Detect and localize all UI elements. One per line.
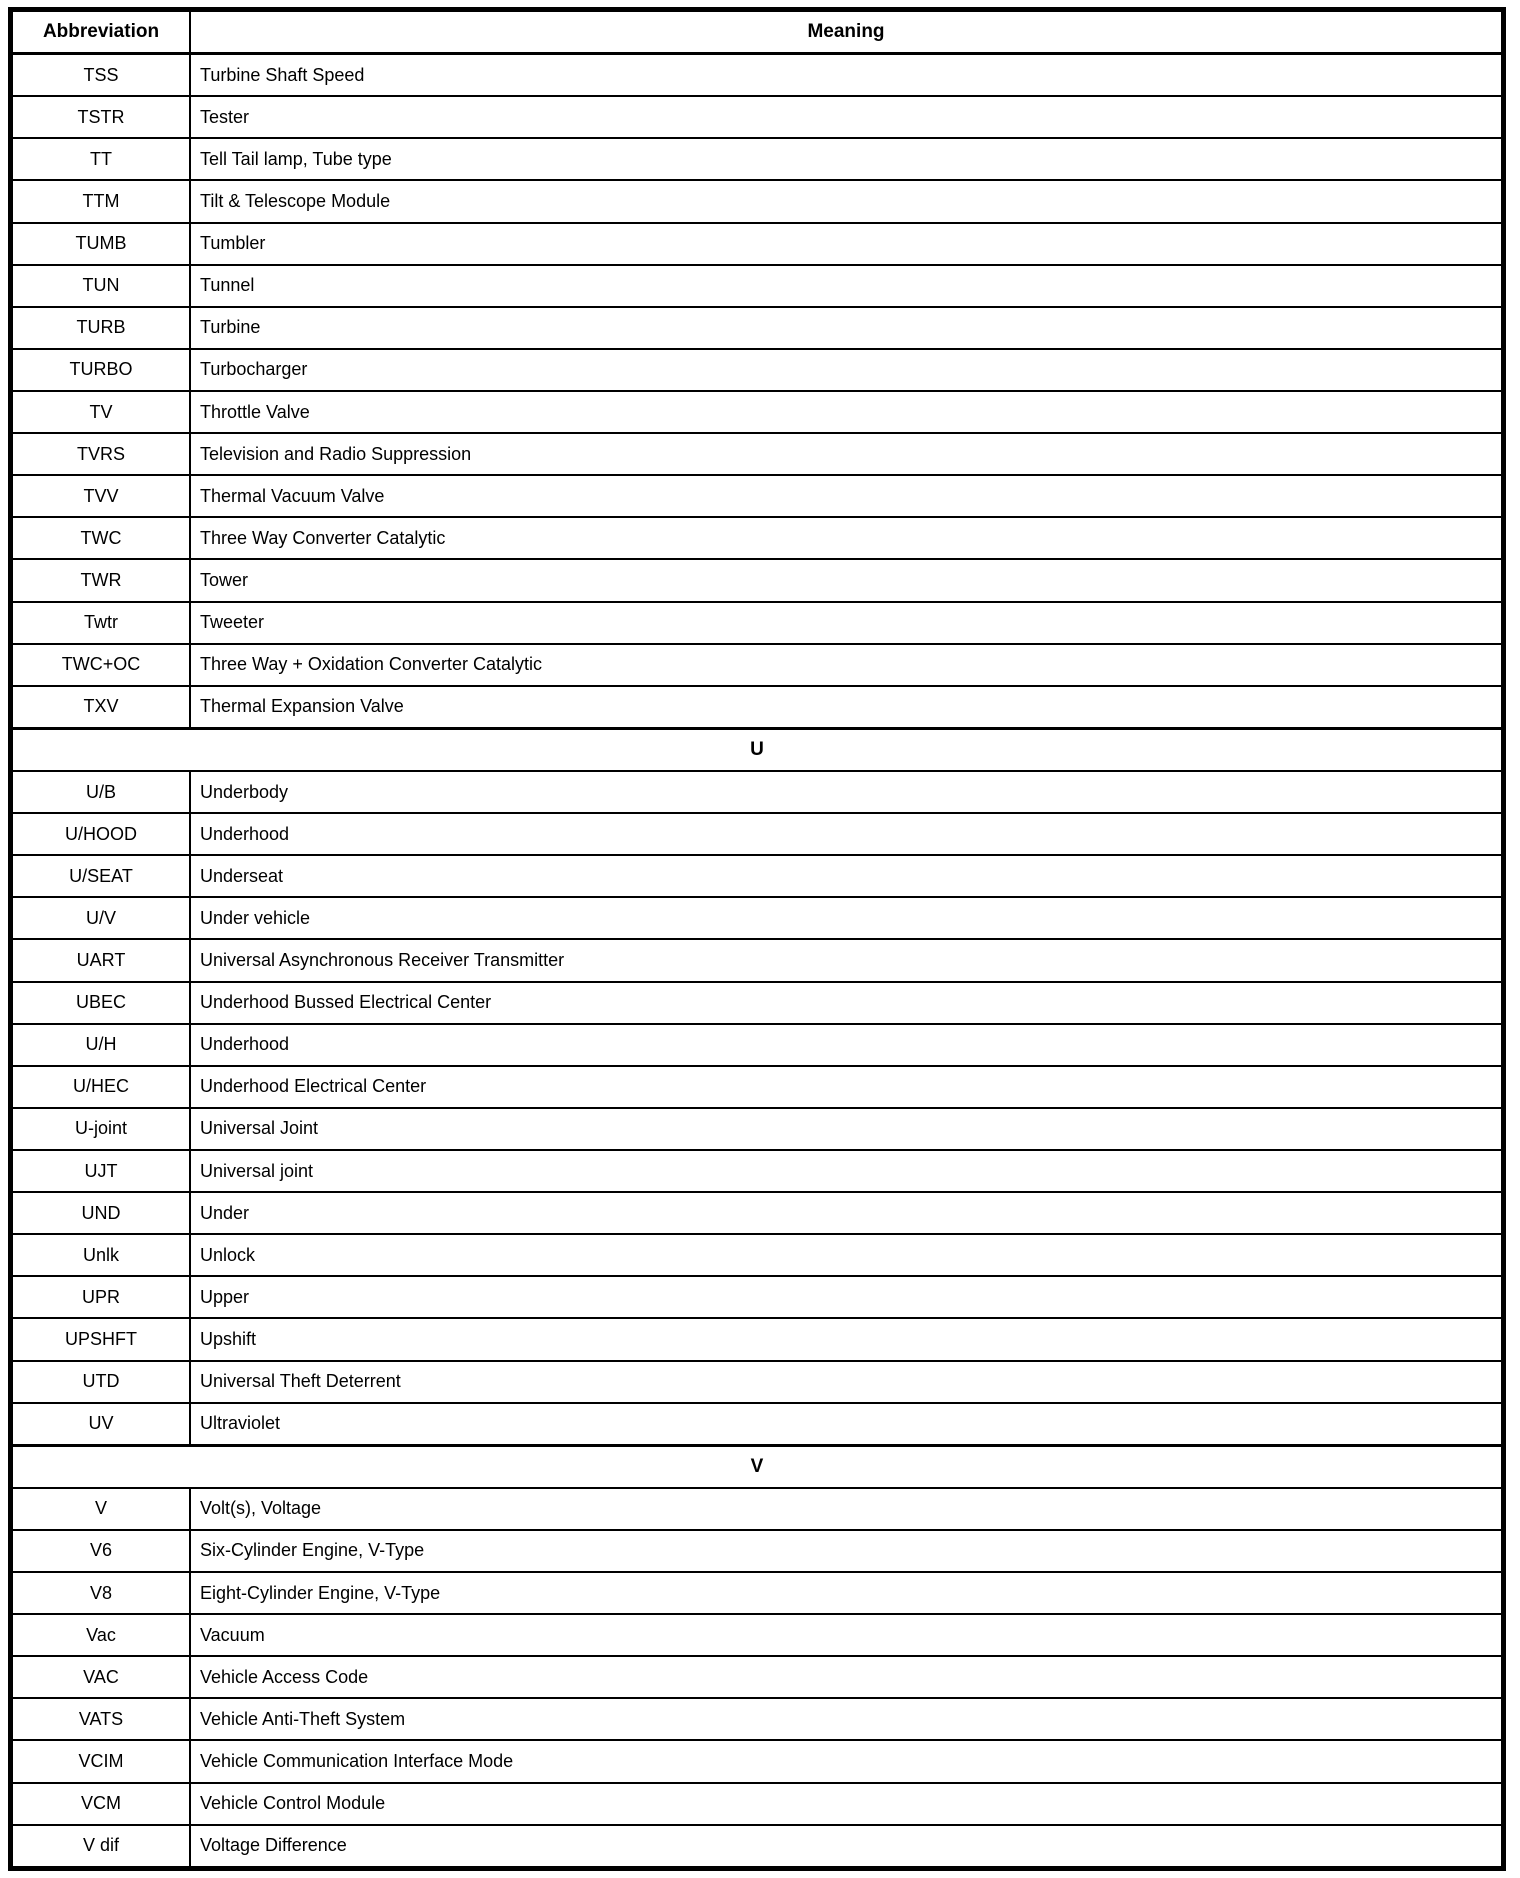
abbreviation-cell: TWC [13,518,191,558]
table-row [13,516,1501,558]
meaning-cell: Ultraviolet [200,1413,281,1434]
abbreviation-cell: VCIM [13,1741,191,1781]
table-row [13,1191,1501,1233]
meaning-cell: Underhood [200,823,290,844]
meaning-cell: Universal Joint [200,1118,319,1139]
abbreviation-cell: TURB [13,308,191,348]
abbreviation-cell: VATS [13,1699,191,1739]
meaning-cell: Turbocharger [200,359,308,380]
table-row [13,981,1501,1023]
table-row [13,1275,1501,1317]
abbreviation-cell: VCM [13,1784,191,1824]
abbreviation-cell: V dif [13,1826,191,1866]
table-row [13,95,1501,137]
section-letter: U [750,738,764,760]
abbreviation-cell: UPR [13,1277,191,1317]
table-row [13,938,1501,980]
meaning-cell: Six-Cylinder Engine, V-Type [200,1540,425,1561]
table-row [13,390,1501,432]
table-header-row [13,12,1501,52]
meaning-cell: Tunnel [200,275,255,296]
abbreviation-cell: TSS [13,55,191,95]
abbreviation-cell: TTM [13,181,191,221]
meaning-cell: Three Way Converter Catalytic [200,527,446,548]
abbreviation-cell: TURBO [13,350,191,390]
table-row [13,1317,1501,1359]
meaning-cell: Eight-Cylinder Engine, V-Type [200,1582,441,1603]
meaning-cell: Vehicle Access Code [200,1666,369,1687]
table-row [13,812,1501,854]
abbreviation-cell: TSTR [13,97,191,137]
table-row [13,643,1501,685]
abbreviation-cell: UTD [13,1362,191,1402]
abbreviation-cell: TWR [13,560,191,600]
column-header-meaning: Meaning [807,21,885,43]
abbreviation-cell: U/HEC [13,1067,191,1107]
table-row [13,137,1501,179]
table-row [13,1107,1501,1149]
meaning-cell: Volt(s), Voltage [200,1498,322,1519]
table-row [13,306,1501,348]
table-row [13,1023,1501,1065]
abbreviation-cell: V6 [13,1531,191,1571]
table-row [13,1739,1501,1781]
meaning-cell: Turbine Shaft Speed [200,64,365,85]
table-row [13,264,1501,306]
meaning-cell: Tweeter [200,612,265,633]
meaning-cell: Upshift [200,1328,257,1349]
table-row [13,685,1501,727]
meaning-cell: Throttle Valve [200,401,310,422]
abbreviation-cell: Vac [13,1615,191,1655]
abbreviation-table [8,7,1506,1871]
abbreviation-cell: TXV [13,687,191,727]
abbreviation-cell: TUN [13,266,191,306]
table-row [13,222,1501,264]
section-header-row [13,727,1501,770]
abbreviation-cell: UND [13,1193,191,1233]
meaning-cell: Underhood Electrical Center [200,1076,427,1097]
meaning-cell: Vacuum [200,1624,265,1645]
meaning-cell: Under [200,1202,250,1223]
table-row [13,348,1501,390]
table-row [13,1782,1501,1824]
section-letter: V [750,1455,764,1477]
table-row [13,1824,1501,1866]
abbreviation-cell: TT [13,139,191,179]
abbreviation-cell: TVV [13,476,191,516]
table-row [13,1655,1501,1697]
table-row [13,1402,1501,1444]
meaning-cell: Universal joint [200,1160,314,1181]
meaning-cell: Tilt & Telescope Module [200,190,391,211]
meaning-cell: Vehicle Communication Interface Mode [200,1751,514,1772]
table-row [13,558,1501,600]
abbreviation-cell: UPSHFT [13,1319,191,1359]
meaning-cell: Vehicle Anti-Theft System [200,1708,406,1729]
table-row [13,1613,1501,1655]
meaning-cell: Underseat [200,865,284,886]
meaning-cell: Underhood [200,1034,290,1055]
meaning-cell: Turbine [200,317,261,338]
abbreviation-cell: UART [13,940,191,980]
abbreviation-cell: V8 [13,1573,191,1613]
abbreviation-cell: UBEC [13,983,191,1023]
abbreviation-cell: Twtr [13,603,191,643]
meaning-cell: Tower [200,569,249,590]
abbreviation-cell: U-joint [13,1109,191,1149]
meaning-cell: Underhood Bussed Electrical Center [200,992,492,1013]
abbreviation-cell: TUMB [13,224,191,264]
abbreviation-cell: TVRS [13,434,191,474]
section-header-row [13,1444,1501,1487]
table-row [13,854,1501,896]
abbreviation-cell: Unlk [13,1235,191,1275]
abbreviation-cell: UV [13,1404,191,1444]
meaning-cell: Universal Theft Deterrent [200,1371,401,1392]
meaning-cell: Upper [200,1286,250,1307]
table-row [13,474,1501,516]
table-row [13,432,1501,474]
table-row [13,1149,1501,1191]
abbreviation-cell: U/SEAT [13,856,191,896]
abbreviation-cell: TWC+OC [13,645,191,685]
abbreviation-cell: U/H [13,1025,191,1065]
abbreviation-cell: UJT [13,1151,191,1191]
meaning-cell: Thermal Vacuum Valve [200,485,385,506]
abbreviation-cell: V [13,1489,191,1529]
meaning-cell: Voltage Difference [200,1835,347,1856]
meaning-cell: Tumbler [200,233,266,254]
table-row [13,1571,1501,1613]
table-row [13,601,1501,643]
abbreviation-cell: U/HOOD [13,814,191,854]
meaning-cell: Thermal Expansion Valve [200,696,404,717]
meaning-cell: Universal Asynchronous Receiver Transmitter [200,949,565,970]
abbreviation-cell: U/V [13,898,191,938]
table-row [13,896,1501,938]
meaning-cell: Tester [200,106,250,127]
meaning-cell: Under vehicle [200,907,311,928]
table-row [13,1487,1501,1529]
table-row [13,1529,1501,1571]
table-row [13,1233,1501,1275]
abbreviation-cell: VAC [13,1657,191,1697]
table-row [13,1360,1501,1402]
meaning-cell: Television and Radio Suppression [200,443,472,464]
meaning-cell: Tell Tail lamp, Tube type [200,148,392,169]
table-row [13,1065,1501,1107]
meaning-cell: Unlock [200,1244,256,1265]
table-row [13,52,1501,95]
table-row [13,179,1501,221]
table-row [13,770,1501,812]
table-row [13,1697,1501,1739]
abbreviation-cell: U/B [13,772,191,812]
column-header-abbreviation: Abbreviation [13,12,191,52]
meaning-cell: Underbody [200,781,289,802]
abbreviation-cell: TV [13,392,191,432]
meaning-cell: Vehicle Control Module [200,1793,386,1814]
meaning-cell: Three Way + Oxidation Converter Catalytic [200,654,542,675]
